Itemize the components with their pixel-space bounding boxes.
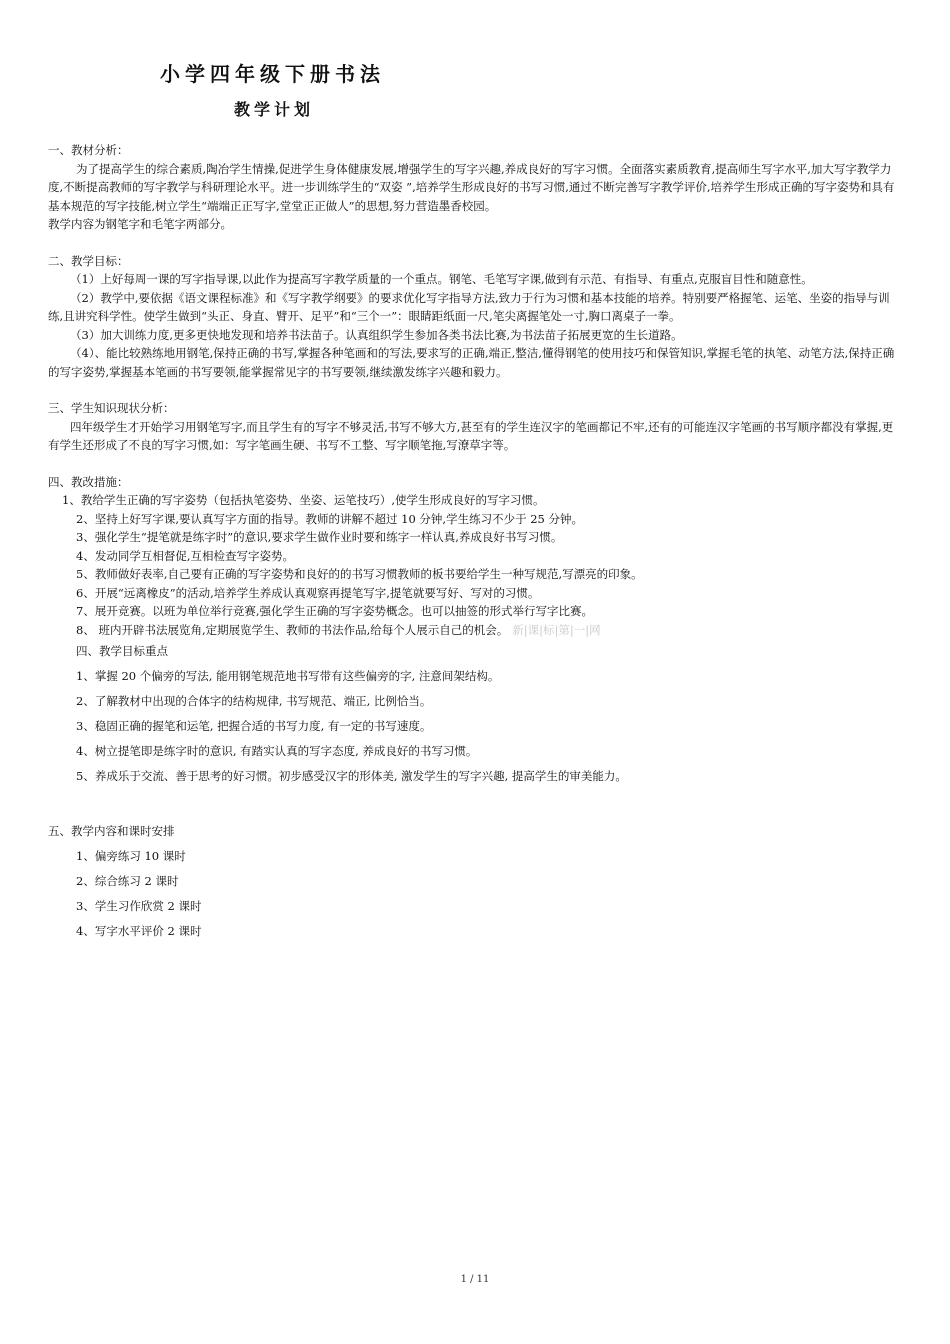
list-item: （2）教学中,要依据《语文课程标准》和《写字教学纲要》的要求优化写字指导方法,致力于行为习惯和基本技能的培养。特别要严格握笔、运笔、坐姿的指导与训练,且讲究科学性。使学生做到“头正、身直、臂开、足平”和“三个一”：眼睛距纸面一尺,笔尖离握笔处一寸,胸口离桌子一拳。	[48, 290, 890, 323]
list-item-text: 8、 班内开辟书法展览角,定期展览学生、教师的书法作品,给每个人展示自己的机会。	[76, 622, 509, 637]
section-heading: 五、教学内容和课时安排	[48, 824, 175, 838]
list-item: 2、了解教材中出现的合体字的结构规律, 书写规范、端正, 比例恰当。	[76, 694, 432, 708]
spacer	[48, 455, 904, 473]
list-item: 3、稳固正确的握笔和运笔, 把握合适的书写力度, 有一定的书写速度。	[76, 719, 432, 733]
page-number: 1 / 11	[460, 1274, 490, 1285]
list-item: 5、养成乐于交流、善于思考的好习惯。初步感受汉字的形体美, 激发学生的写字兴趣, 提高学生的审美能力。	[76, 769, 627, 783]
list-item: 5、教师做好表率,自己要有正确的写字姿势和良好的的书写习惯教师的板书要给学生一种写规范,写漂亮的印象。	[76, 567, 643, 581]
list-item: 3、学生习作欣赏 2 课时	[76, 899, 202, 913]
paragraph: 为了提高学生的综合素质,陶冶学生情操,促进学生身体健康发展,增强学生的写字兴趣,养成良好的写字习惯。全面落实素质教育,提高师生写字水平,加大写字教学力度,不断提高教师的写字教学与科研理论水平。进一步训练学生的“双姿 ”,培养学生形成良好的书写习惯,通过不断完善写字教学评价,培养学生形成正确的写字姿势和具有基本规范的写字技能,树立学生“端端正正写字,堂堂正正做人”的思想,努力营造墨香校园。	[48, 161, 895, 213]
list-item: 1、掌握 20 个偏旁的写法, 能用钢笔规范地书写带有这些偏旁的字, 注意间架结构。	[76, 669, 500, 683]
section-heading: 四、教学目标重点	[76, 644, 168, 658]
list-item: （3）加大训练力度,更多更快地发现和培养书法苗子。认真组织学生参加各类书法比赛,为书法苗子拓展更宽的生长道路。	[70, 327, 683, 342]
list-item: 3、强化学生“提笔就是练字时”的意识,要求学生做作业时要和练字一样认真,养成良好书写习惯。	[76, 530, 563, 544]
spacer	[48, 789, 904, 819]
section-key-goals	[48, 639, 904, 789]
list-item	[48, 621, 904, 640]
list-item: 6、开展“远离橡皮”的活动,培养学生养成认真观察再提笔写字,提笔就要写好、写对的习惯。	[76, 585, 540, 600]
document-subtitle: 教学计划	[234, 100, 315, 119]
list-item: （4）、能比较熟练地用钢笔,保持正确的书写,掌握各种笔画和的写法,要求写的正确,端正,整洁,懂得钢笔的使用技巧和保管知识,掌握毛笔的执笔、动笔方法,保持正确的写字姿势,掌握基本笔画的书写要领,能掌握常见字的书写要领,继续激发练字兴趣和毅力。	[48, 346, 895, 379]
list-item: 7、展开竞赛。以班为单位举行竞赛,强化学生正确的写字姿势概念。也可以抽签的形式举行写字比赛。	[76, 604, 593, 618]
paragraph: 四年级学生才开始学习用钢笔写字,而且学生有的写字不够灵活,书写不够大方,甚至有的学生连汉字的笔画都记不牢,还有的可能连汉字笔画的书写顺序都没有掌握,更有学生还形成了不良的写字习惯,如：写字笔画生硬、书写不工整、写字顺笔拖,写潦草字等。	[48, 419, 894, 452]
document-title: 小学四年级下册书法	[160, 62, 385, 86]
list-item: 1、偏旁练习 10 课时	[76, 849, 186, 863]
section-textbook-analysis	[48, 141, 904, 234]
spacer	[48, 234, 904, 252]
section-reform-measures	[48, 473, 904, 640]
section-heading: 一、教材分析：	[48, 143, 129, 157]
paragraph: 教学内容为钢笔字和毛笔字两部分。	[48, 217, 232, 231]
list-item: （1）上好每周一课的写字指导课,以此作为提高写字教学质量的一个重点。钢笔、毛笔写字课,做到有示范、有指导、有重点,克服盲目性和随意性。	[70, 272, 813, 286]
section-student-analysis	[48, 399, 904, 455]
section-schedule	[48, 819, 904, 944]
spacer	[48, 381, 904, 399]
list-item: 1、教给学生正确的写字姿势（包括执笔姿势、坐姿、运笔技巧）,使学生形成良好的写字习惯。	[62, 493, 545, 507]
list-item: 2、综合练习 2 课时	[76, 874, 179, 888]
list-item: 4、发动同学互相督促,互相检查写字姿势。	[76, 548, 294, 563]
section-heading: 三、学生知识现状分析：	[48, 401, 175, 415]
section-heading: 四、教改措施：	[48, 474, 129, 489]
list-item: 4、树立提笔即是练字时的意识, 有踏实认真的写字态度, 养成良好的书写习惯。	[76, 744, 478, 758]
section-heading: 二、教学目标：	[48, 253, 129, 268]
list-item: 2、坚持上好写字课,要认真写字方面的指导。教师的讲解不超过 10 分钟,学生练习不少于 25 分钟。	[76, 511, 584, 526]
document-body	[48, 141, 904, 944]
list-item: 4、写字水平评价 2 课时	[76, 924, 202, 938]
section-teaching-goals	[48, 252, 904, 382]
watermark-text: 新|课|标|第|一|网	[512, 622, 601, 637]
